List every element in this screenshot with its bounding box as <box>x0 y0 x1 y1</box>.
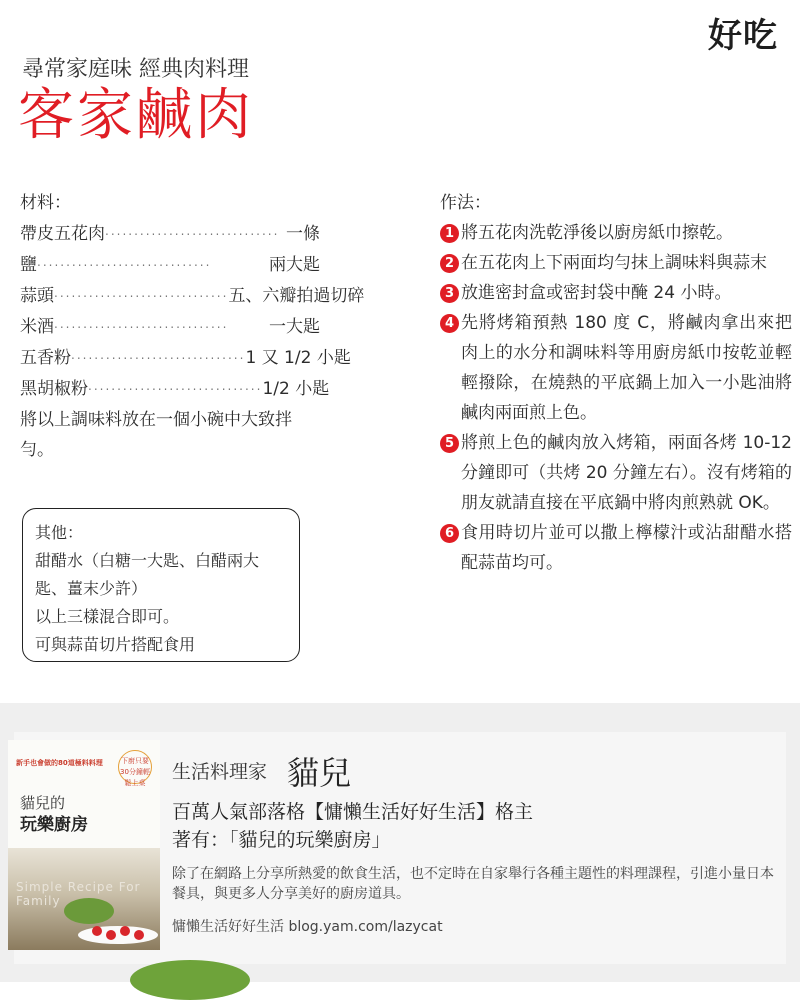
book-title-line2: 玩樂廚房 <box>20 815 88 835</box>
step-text: 放進密封盒或密封袋中醃 24 小時。 <box>461 283 732 303</box>
ingredient-amount: 一大匙 <box>269 317 320 337</box>
tomato-icon <box>134 930 144 940</box>
tomato-icon <box>120 926 130 936</box>
recipe-subtitle: 尋常家庭味 經典肉料理 <box>22 57 249 82</box>
step-item <box>440 428 792 518</box>
step-text: 先將烤箱預熱 180 度 C，將鹹肉拿出來把肉上的水分和調味料等用廚房紙巾按乾並輕輕撥除，在燒熱的平底鍋上加入一小匙油將鹹肉兩面煎上色。 <box>461 313 792 423</box>
ingredients-heading: 材料： <box>20 193 71 213</box>
ingredient-name: 五香粉 <box>20 348 71 368</box>
leader-dots: ‧‧‧‧‧‧‧‧‧‧‧‧‧‧‧‧‧‧‧‧‧‧‧‧‧‧‧‧‧‧ <box>54 321 229 335</box>
other-box <box>22 508 300 662</box>
other-line: 可與蒜苗切片搭配食用 <box>35 635 196 654</box>
leader-dots: ‧‧‧‧‧‧‧‧‧‧‧‧‧‧‧‧‧‧‧‧‧‧‧‧‧‧‧‧‧‧ <box>88 383 263 397</box>
other-heading: 其他： <box>35 523 84 542</box>
step-text: 將煎上色的鹹肉放入烤箱，兩面各烤 10-12 分鐘即可（共烤 20 分鐘左右）。沒有烤箱的朋友就請直接在平底鍋中將肉煎熟就 OK。 <box>461 433 792 513</box>
ingredient-amount: 一條 <box>286 224 320 244</box>
leaf-decoration <box>130 960 250 1000</box>
ingredient-amount: 1/2 小匙 <box>262 379 330 399</box>
ingredient-name: 鹽 <box>20 255 37 275</box>
author-role: 生活料理家 <box>172 761 268 783</box>
ingredient-amount: 五、六瓣拍過切碎 <box>228 286 365 306</box>
step-text: 將五花肉洗乾淨後以廚房紙巾擦乾。 <box>461 223 733 243</box>
leader-dots: ‧‧‧‧‧‧‧‧‧‧‧‧‧‧‧‧‧‧‧‧‧‧‧‧‧‧‧‧‧‧ <box>37 259 212 273</box>
step-item <box>440 278 792 308</box>
ingredients-section <box>20 188 365 465</box>
tomato-icon <box>92 926 102 936</box>
ingredient-row <box>20 250 320 281</box>
tomato-icon <box>106 930 116 940</box>
ingredient-name: 黑胡椒粉 <box>20 379 88 399</box>
author-name: 貓兒 <box>287 754 352 792</box>
ingredient-row <box>20 312 320 343</box>
method-heading: 作法： <box>440 193 491 213</box>
leader-dots: ‧‧‧‧‧‧‧‧‧‧‧‧‧‧‧‧‧‧‧‧‧‧‧‧‧‧‧‧‧‧ <box>71 352 246 366</box>
step-item <box>440 218 792 248</box>
ingredient-row <box>20 281 365 312</box>
step-number: 1 <box>440 224 459 243</box>
step-item <box>440 248 792 278</box>
other-line: 以上三樣混合即可。 <box>35 607 180 626</box>
other-line: 甜醋水（白糖一大匙、白醋兩大匙、薑末少許） <box>35 551 260 598</box>
book-plate <box>78 926 158 944</box>
leader-dots: ‧‧‧‧‧‧‧‧‧‧‧‧‧‧‧‧‧‧‧‧‧‧‧‧‧‧‧‧‧‧ <box>54 290 229 304</box>
ingredient-name: 蒜頭 <box>20 286 54 306</box>
author-book-line: 著有：「貓兒的玩樂廚房」 <box>172 829 391 851</box>
ingredients-note: 將以上調味料放在一個小碗中大致拌勻。 <box>20 410 292 460</box>
author-description: 除了在網路上分享所熱愛的飲食生活，也不定時在自家舉行各種主題性的料理課程，引進小量日本餐具，與更多人分享美好的廚房道具。 <box>172 866 774 902</box>
author-blog-url[interactable]: 慵懶生活好好生活 blog.yam.com/lazycat <box>172 919 443 935</box>
book-script: Simple Recipe For Family <box>16 880 141 908</box>
ingredient-amount: 1 又 1/2 小匙 <box>245 348 351 368</box>
step-text: 在五花肉上下兩面均勻抹上調味料與蒜末 <box>461 253 767 273</box>
ingredient-name: 米酒 <box>20 317 54 337</box>
step-number: 6 <box>440 524 459 543</box>
brand-logo: 好吃 <box>708 16 778 56</box>
step-number: 4 <box>440 314 459 333</box>
book-title-line1: 貓兒的 <box>20 794 66 812</box>
ingredient-name: 帶皮五花肉 <box>20 224 105 244</box>
step-text: 食用時切片並可以撒上檸檬汁或沾甜醋水搭配蒜苗均可。 <box>461 523 792 573</box>
ingredient-amount: 兩大匙 <box>269 255 320 275</box>
ingredient-row <box>20 374 330 405</box>
step-item <box>440 308 792 428</box>
step-number: 2 <box>440 254 459 273</box>
step-item <box>440 518 792 578</box>
book-cover-image <box>8 740 160 950</box>
method-section <box>440 188 792 578</box>
step-number: 3 <box>440 284 459 303</box>
ingredient-row <box>20 343 351 374</box>
recipe-title: 客家鹹肉 <box>18 83 254 148</box>
book-badge: 下廚只要30分鐘輕鬆上桌 <box>118 750 152 784</box>
ingredient-row <box>20 219 320 250</box>
step-number: 5 <box>440 434 459 453</box>
author-blog-line: 百萬人氣部落格【慵懶生活好好生活】格主 <box>172 801 534 823</box>
book-tagline: 新手也會做的80道極料料理 <box>16 759 103 767</box>
leader-dots: ‧‧‧‧‧‧‧‧‧‧‧‧‧‧‧‧‧‧‧‧‧‧‧‧‧‧‧‧‧‧ <box>105 228 280 242</box>
